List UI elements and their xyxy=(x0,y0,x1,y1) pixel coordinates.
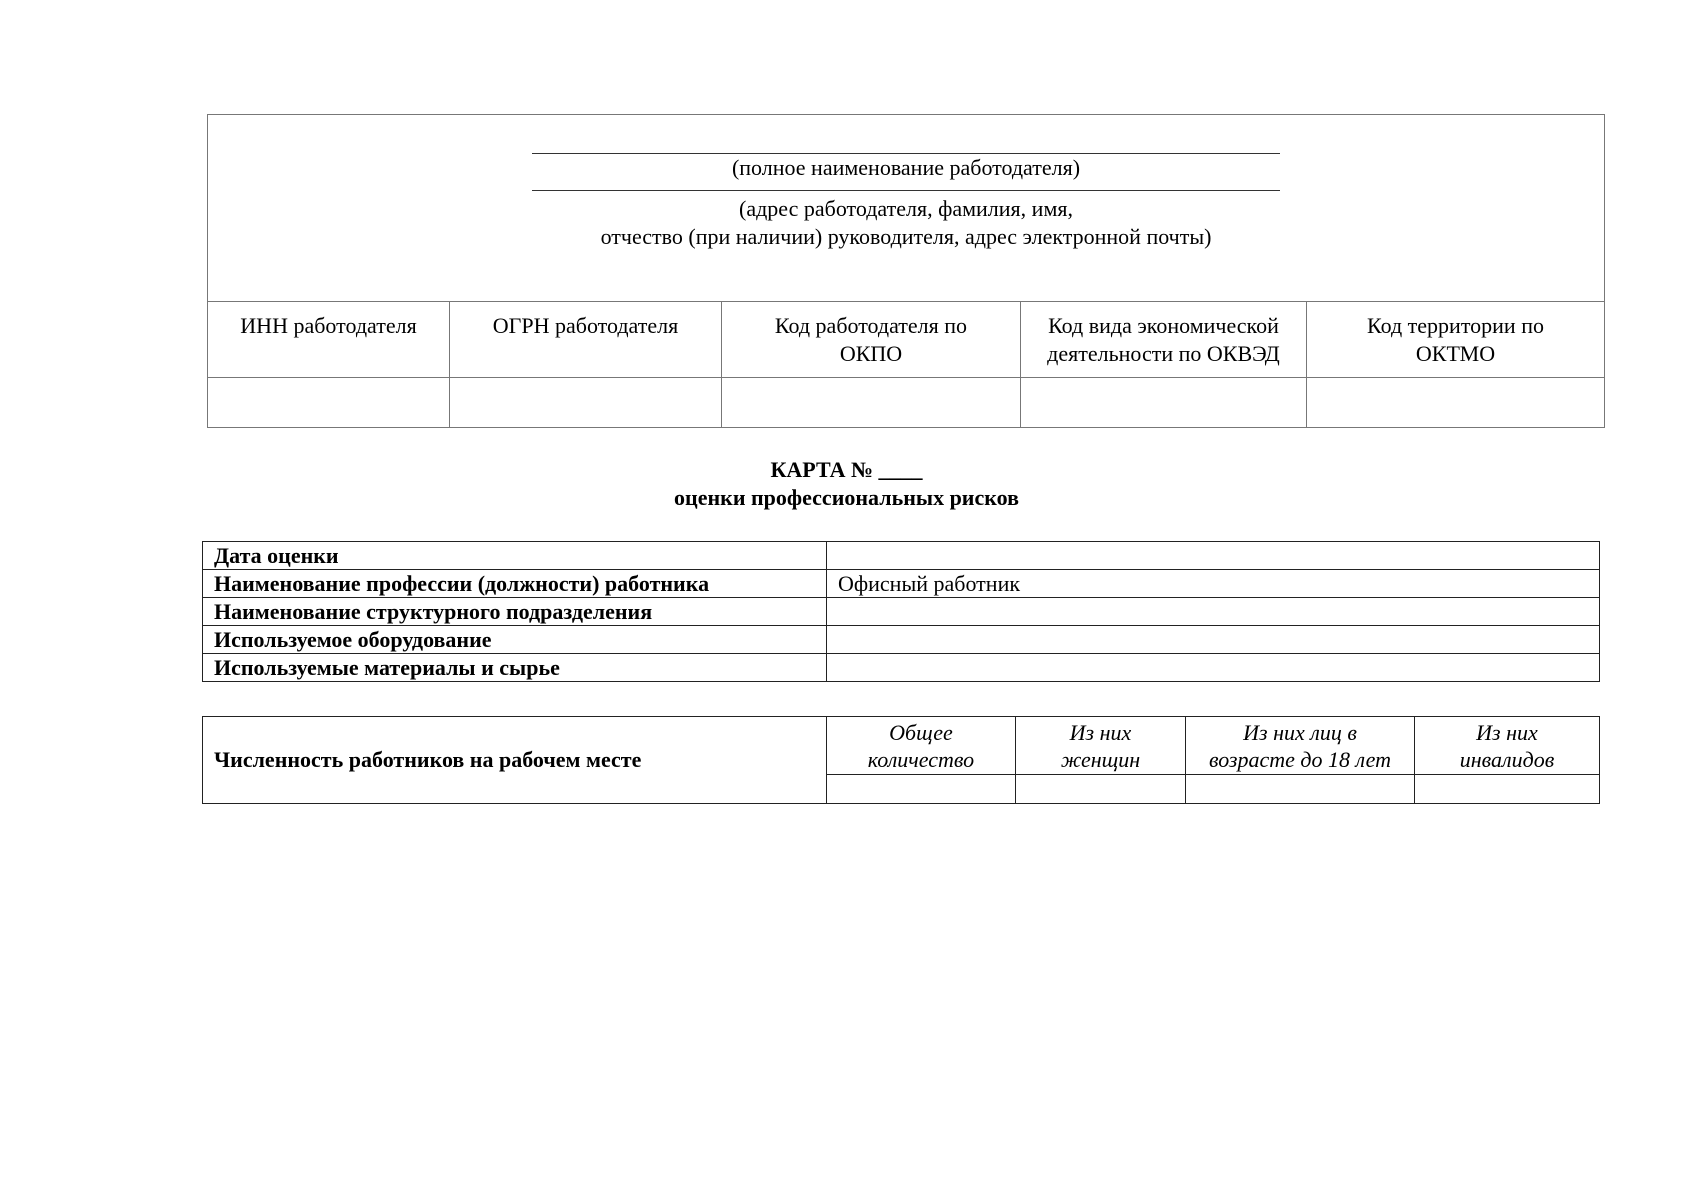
info-row xyxy=(203,626,1600,654)
materials-label: Используемые материалы и сырье xyxy=(203,654,827,682)
okpo-header: Код работодателя по ОКПО xyxy=(722,302,1021,378)
card-title xyxy=(0,456,1683,512)
assessment-date-value[interactable] xyxy=(827,542,1600,570)
department-label: Наименование структурного подразделения xyxy=(203,598,827,626)
under18-count-value[interactable] xyxy=(1186,775,1415,804)
ogrn-header: ОГРН работодателя xyxy=(450,302,722,378)
inn-header: ИНН работодателя xyxy=(208,302,450,378)
workplace-info-table xyxy=(202,541,1600,682)
okved-header: Код вида экономической деятельности по ОКВЭД xyxy=(1021,302,1307,378)
oktmo-header: Код территории по ОКТМО xyxy=(1307,302,1605,378)
employer-name-caption: (полное наименование работодателя) xyxy=(731,155,1081,180)
okpo-value[interactable] xyxy=(722,378,1021,428)
okved-value[interactable] xyxy=(1021,378,1307,428)
equipment-value[interactable] xyxy=(827,626,1600,654)
materials-value[interactable] xyxy=(827,654,1600,682)
disabled-count-value[interactable] xyxy=(1415,775,1600,804)
under18-count-header: Из них лиц в возрасте до 18 лет xyxy=(1186,717,1415,775)
total-count-header: Общее количество xyxy=(827,717,1016,775)
disabled-count-header: Из них инвалидов xyxy=(1415,717,1600,775)
info-row xyxy=(203,654,1600,682)
ogrn-value[interactable] xyxy=(450,378,722,428)
women-count-value[interactable] xyxy=(1016,775,1186,804)
equipment-label: Используемое оборудование xyxy=(203,626,827,654)
card-number-title: КАРТА № ____ xyxy=(770,457,923,482)
employer-header-cell xyxy=(208,115,1605,302)
women-count-header: Из них женщин xyxy=(1016,717,1186,775)
employer-details-table xyxy=(207,114,1605,428)
card-subtitle: оценки профессиональных рисков xyxy=(674,485,1019,510)
info-row xyxy=(203,570,1600,598)
oktmo-value[interactable] xyxy=(1307,378,1605,428)
profession-label: Наименование профессии (должности) работника xyxy=(203,570,827,598)
headcount-table xyxy=(202,716,1600,804)
total-count-value[interactable] xyxy=(827,775,1016,804)
info-row xyxy=(203,542,1600,570)
inn-value[interactable] xyxy=(208,378,450,428)
department-value[interactable] xyxy=(827,598,1600,626)
headcount-label: Численность работников на рабочем месте xyxy=(203,717,827,804)
profession-value[interactable]: Офисный работник xyxy=(827,570,1600,598)
employer-address-caption-line2: отчество (при наличии) руководителя, адрес электронной почты) xyxy=(600,224,1212,249)
info-row xyxy=(203,598,1600,626)
employer-address-caption-line1: (адрес работодателя, фамилия, имя, xyxy=(739,196,1073,221)
assessment-date-label: Дата оценки xyxy=(203,542,827,570)
